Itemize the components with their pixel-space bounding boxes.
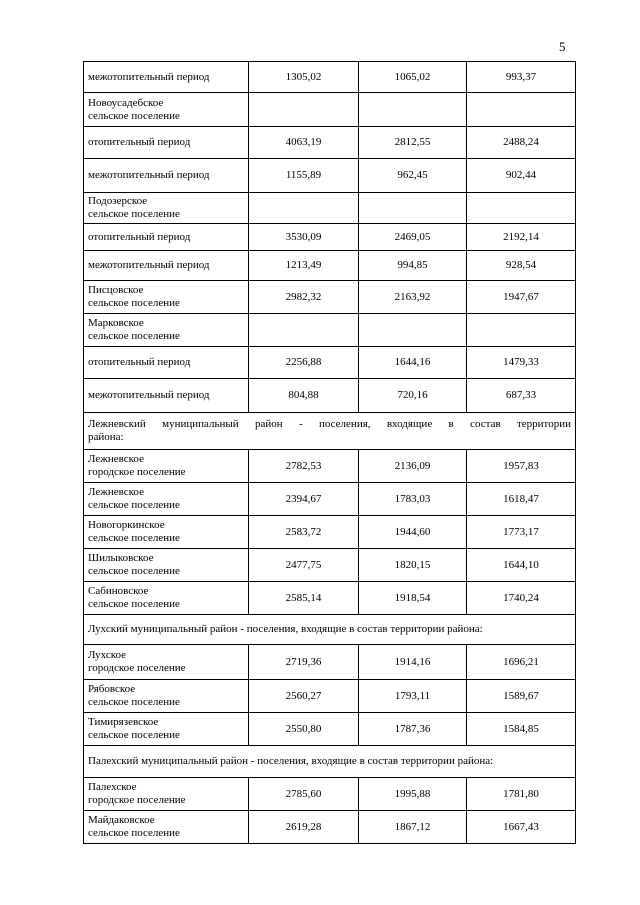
district-title-line-2: района: xyxy=(88,431,124,443)
value-cell-2: 2469,05 xyxy=(359,224,467,251)
value-cell-2: 1783,03 xyxy=(359,483,467,516)
value-cell-2: 1793,11 xyxy=(359,680,467,713)
value-cell-3: 1589,67 xyxy=(467,680,576,713)
value-cell-1: 2256,88 xyxy=(249,347,359,379)
value-cell-1: 2719,36 xyxy=(249,645,359,680)
settlement-type: сельское поселение xyxy=(88,729,180,741)
table-row xyxy=(84,347,576,379)
table-row xyxy=(84,379,576,413)
tariff-table-body xyxy=(84,62,576,844)
value-cell-1: 2550,80 xyxy=(249,713,359,746)
settlement-type: сельское поселение xyxy=(88,330,180,342)
settlement-name: межотопительный период xyxy=(88,70,210,83)
settlement-name-cell xyxy=(84,582,249,615)
value-cell-2: 1867,12 xyxy=(359,811,467,844)
settlement-type: сельское поселение xyxy=(88,696,180,708)
table-row xyxy=(84,450,576,483)
value-cell-2: 1995,88 xyxy=(359,778,467,811)
value-cell-3 xyxy=(467,193,576,224)
settlement-name-cell xyxy=(84,281,249,314)
value-cell-2 xyxy=(359,314,467,347)
settlement-name-cell xyxy=(84,645,249,680)
district-header-row xyxy=(84,413,576,450)
settlement-name-cell xyxy=(84,224,249,251)
district-title-line: Лухский муниципальный район - поселения, входящие в состав территории района: xyxy=(88,623,483,635)
settlement-type: сельское поселение xyxy=(88,208,180,220)
value-cell-2 xyxy=(359,93,467,127)
district-title-cell xyxy=(84,413,576,450)
district-title-cell xyxy=(84,615,576,645)
value-cell-1: 2394,67 xyxy=(249,483,359,516)
value-cell-3: 1947,67 xyxy=(467,281,576,314)
value-cell-3: 2192,14 xyxy=(467,224,576,251)
table-row xyxy=(84,224,576,251)
table-row xyxy=(84,645,576,680)
value-cell-3: 1740,24 xyxy=(467,582,576,615)
settlement-name: межотопительный период xyxy=(88,259,210,271)
settlement-name-cell xyxy=(84,127,249,159)
settlement-type: сельское поселение xyxy=(88,499,180,511)
settlement-type: городское поселение xyxy=(88,794,186,806)
settlement-type: городское поселение xyxy=(88,466,186,478)
settlement-name-cell xyxy=(84,347,249,379)
value-cell-3: 1781,80 xyxy=(467,778,576,811)
settlement-name: Подозерское xyxy=(88,195,148,207)
settlement-name-cell xyxy=(84,159,249,193)
district-title-cell xyxy=(84,746,576,778)
settlement-name-cell xyxy=(84,193,249,224)
value-cell-1: 4063,19 xyxy=(249,127,359,159)
settlement-type: сельское поселение xyxy=(88,598,180,610)
settlement-name: Шилыковское xyxy=(88,552,154,564)
settlement-name-cell xyxy=(84,811,249,844)
value-cell-1: 2583,72 xyxy=(249,516,359,549)
value-cell-3: 687,33 xyxy=(467,379,576,413)
settlement-name: Майдаковское xyxy=(88,814,155,826)
table-row xyxy=(84,582,576,615)
value-cell-3: 1479,33 xyxy=(467,347,576,379)
value-cell-2: 2136,09 xyxy=(359,450,467,483)
value-cell-2: 720,16 xyxy=(359,379,467,413)
value-cell-2: 1914,16 xyxy=(359,645,467,680)
settlement-name: Рябовское xyxy=(88,683,136,695)
settlement-name-cell xyxy=(84,93,249,127)
value-cell-2: 1944,60 xyxy=(359,516,467,549)
value-cell-2: 2163,92 xyxy=(359,281,467,314)
value-cell-3 xyxy=(467,314,576,347)
settlement-name: Лежневское xyxy=(88,486,144,498)
value-cell-3: 1667,43 xyxy=(467,811,576,844)
district-title-line: Лежневский муниципальный район - поселения, входящие в состав территории xyxy=(88,418,571,430)
settlement-name: межотопительный период xyxy=(88,169,210,181)
value-cell-2: 994,85 xyxy=(359,251,467,281)
table-row xyxy=(84,127,576,159)
settlement-name: Новогоркинское xyxy=(88,519,165,531)
table-row xyxy=(84,811,576,844)
table-row xyxy=(84,314,576,347)
table-row xyxy=(84,516,576,549)
value-cell-2 xyxy=(359,193,467,224)
value-cell-1: 2785,60 xyxy=(249,778,359,811)
value-cell-1: 3530,09 xyxy=(249,224,359,251)
settlement-name: Тимирязевское xyxy=(88,716,159,728)
settlement-name: Марковское xyxy=(88,317,144,329)
settlement-type: сельское поселение xyxy=(88,565,180,577)
table-row xyxy=(84,713,576,746)
district-title-line: Палехский муниципальный район - поселения, входящие в состав территории района: xyxy=(88,755,494,767)
table-row xyxy=(84,251,576,281)
table-row xyxy=(84,281,576,314)
value-cell-1 xyxy=(249,93,359,127)
value-cell-1 xyxy=(249,314,359,347)
settlement-name: Сабиновское xyxy=(88,585,149,597)
value-cell-1: 2619,28 xyxy=(249,811,359,844)
value-cell-2: 1644,16 xyxy=(359,347,467,379)
settlement-name: Лухское xyxy=(88,649,127,661)
value-cell-2: 1787,36 xyxy=(359,713,467,746)
value-cell-1: 1213,49 xyxy=(249,251,359,281)
settlement-name: Лежневское xyxy=(88,453,144,465)
table-row xyxy=(84,549,576,582)
settlement-name-cell xyxy=(84,450,249,483)
table-row xyxy=(84,62,576,93)
value-cell-1: 2782,53 xyxy=(249,450,359,483)
value-cell-3: 993,37 xyxy=(467,62,576,93)
table-row xyxy=(84,93,576,127)
settlement-name: Новоусадебское xyxy=(88,96,164,109)
tariff-table xyxy=(83,61,576,844)
value-cell-2: 1820,15 xyxy=(359,549,467,582)
value-cell-1: 2477,75 xyxy=(249,549,359,582)
value-cell-3: 928,54 xyxy=(467,251,576,281)
table-row xyxy=(84,159,576,193)
value-cell-2: 2812,55 xyxy=(359,127,467,159)
settlement-name-cell xyxy=(84,62,249,93)
settlement-type: городское поселение xyxy=(88,662,186,674)
value-cell-3: 1957,83 xyxy=(467,450,576,483)
district-header-row xyxy=(84,746,576,778)
settlement-type: сельское поселение xyxy=(88,297,180,309)
value-cell-1: 2560,27 xyxy=(249,680,359,713)
settlement-name: отопительный период xyxy=(88,356,191,368)
value-cell-2: 962,45 xyxy=(359,159,467,193)
value-cell-1: 804,88 xyxy=(249,379,359,413)
settlement-name: отопительный период xyxy=(88,230,191,243)
settlement-type: сельское поселение xyxy=(88,109,180,122)
value-cell-3: 1584,85 xyxy=(467,713,576,746)
settlement-name-cell xyxy=(84,713,249,746)
value-cell-2: 1918,54 xyxy=(359,582,467,615)
district-header-row xyxy=(84,615,576,645)
value-cell-2: 1065,02 xyxy=(359,62,467,93)
settlement-name: Палехское xyxy=(88,781,137,793)
settlement-name-cell xyxy=(84,549,249,582)
value-cell-3: 1618,47 xyxy=(467,483,576,516)
settlement-name-cell xyxy=(84,778,249,811)
value-cell-3: 902,44 xyxy=(467,159,576,193)
value-cell-3 xyxy=(467,93,576,127)
settlement-name: отопительный период xyxy=(88,136,191,148)
value-cell-3: 2488,24 xyxy=(467,127,576,159)
value-cell-1: 2982,32 xyxy=(249,281,359,314)
table-row xyxy=(84,680,576,713)
settlement-name-cell xyxy=(84,314,249,347)
settlement-name-cell xyxy=(84,251,249,281)
settlement-name: межотопительный период xyxy=(88,389,210,401)
settlement-type: сельское поселение xyxy=(88,827,180,839)
settlement-name-cell xyxy=(84,379,249,413)
table-row xyxy=(84,193,576,224)
settlement-name-cell xyxy=(84,516,249,549)
value-cell-1: 2585,14 xyxy=(249,582,359,615)
value-cell-3: 1773,17 xyxy=(467,516,576,549)
value-cell-1: 1155,89 xyxy=(249,159,359,193)
settlement-name-cell xyxy=(84,680,249,713)
table-row xyxy=(84,483,576,516)
table-row xyxy=(84,778,576,811)
settlement-type: сельское поселение xyxy=(88,532,180,544)
settlement-name-cell xyxy=(84,483,249,516)
value-cell-3: 1644,10 xyxy=(467,549,576,582)
value-cell-1 xyxy=(249,193,359,224)
value-cell-3: 1696,21 xyxy=(467,645,576,680)
value-cell-1: 1305,02 xyxy=(249,62,359,93)
settlement-name: Писцовское xyxy=(88,284,144,296)
page-number: 5 xyxy=(559,39,566,54)
